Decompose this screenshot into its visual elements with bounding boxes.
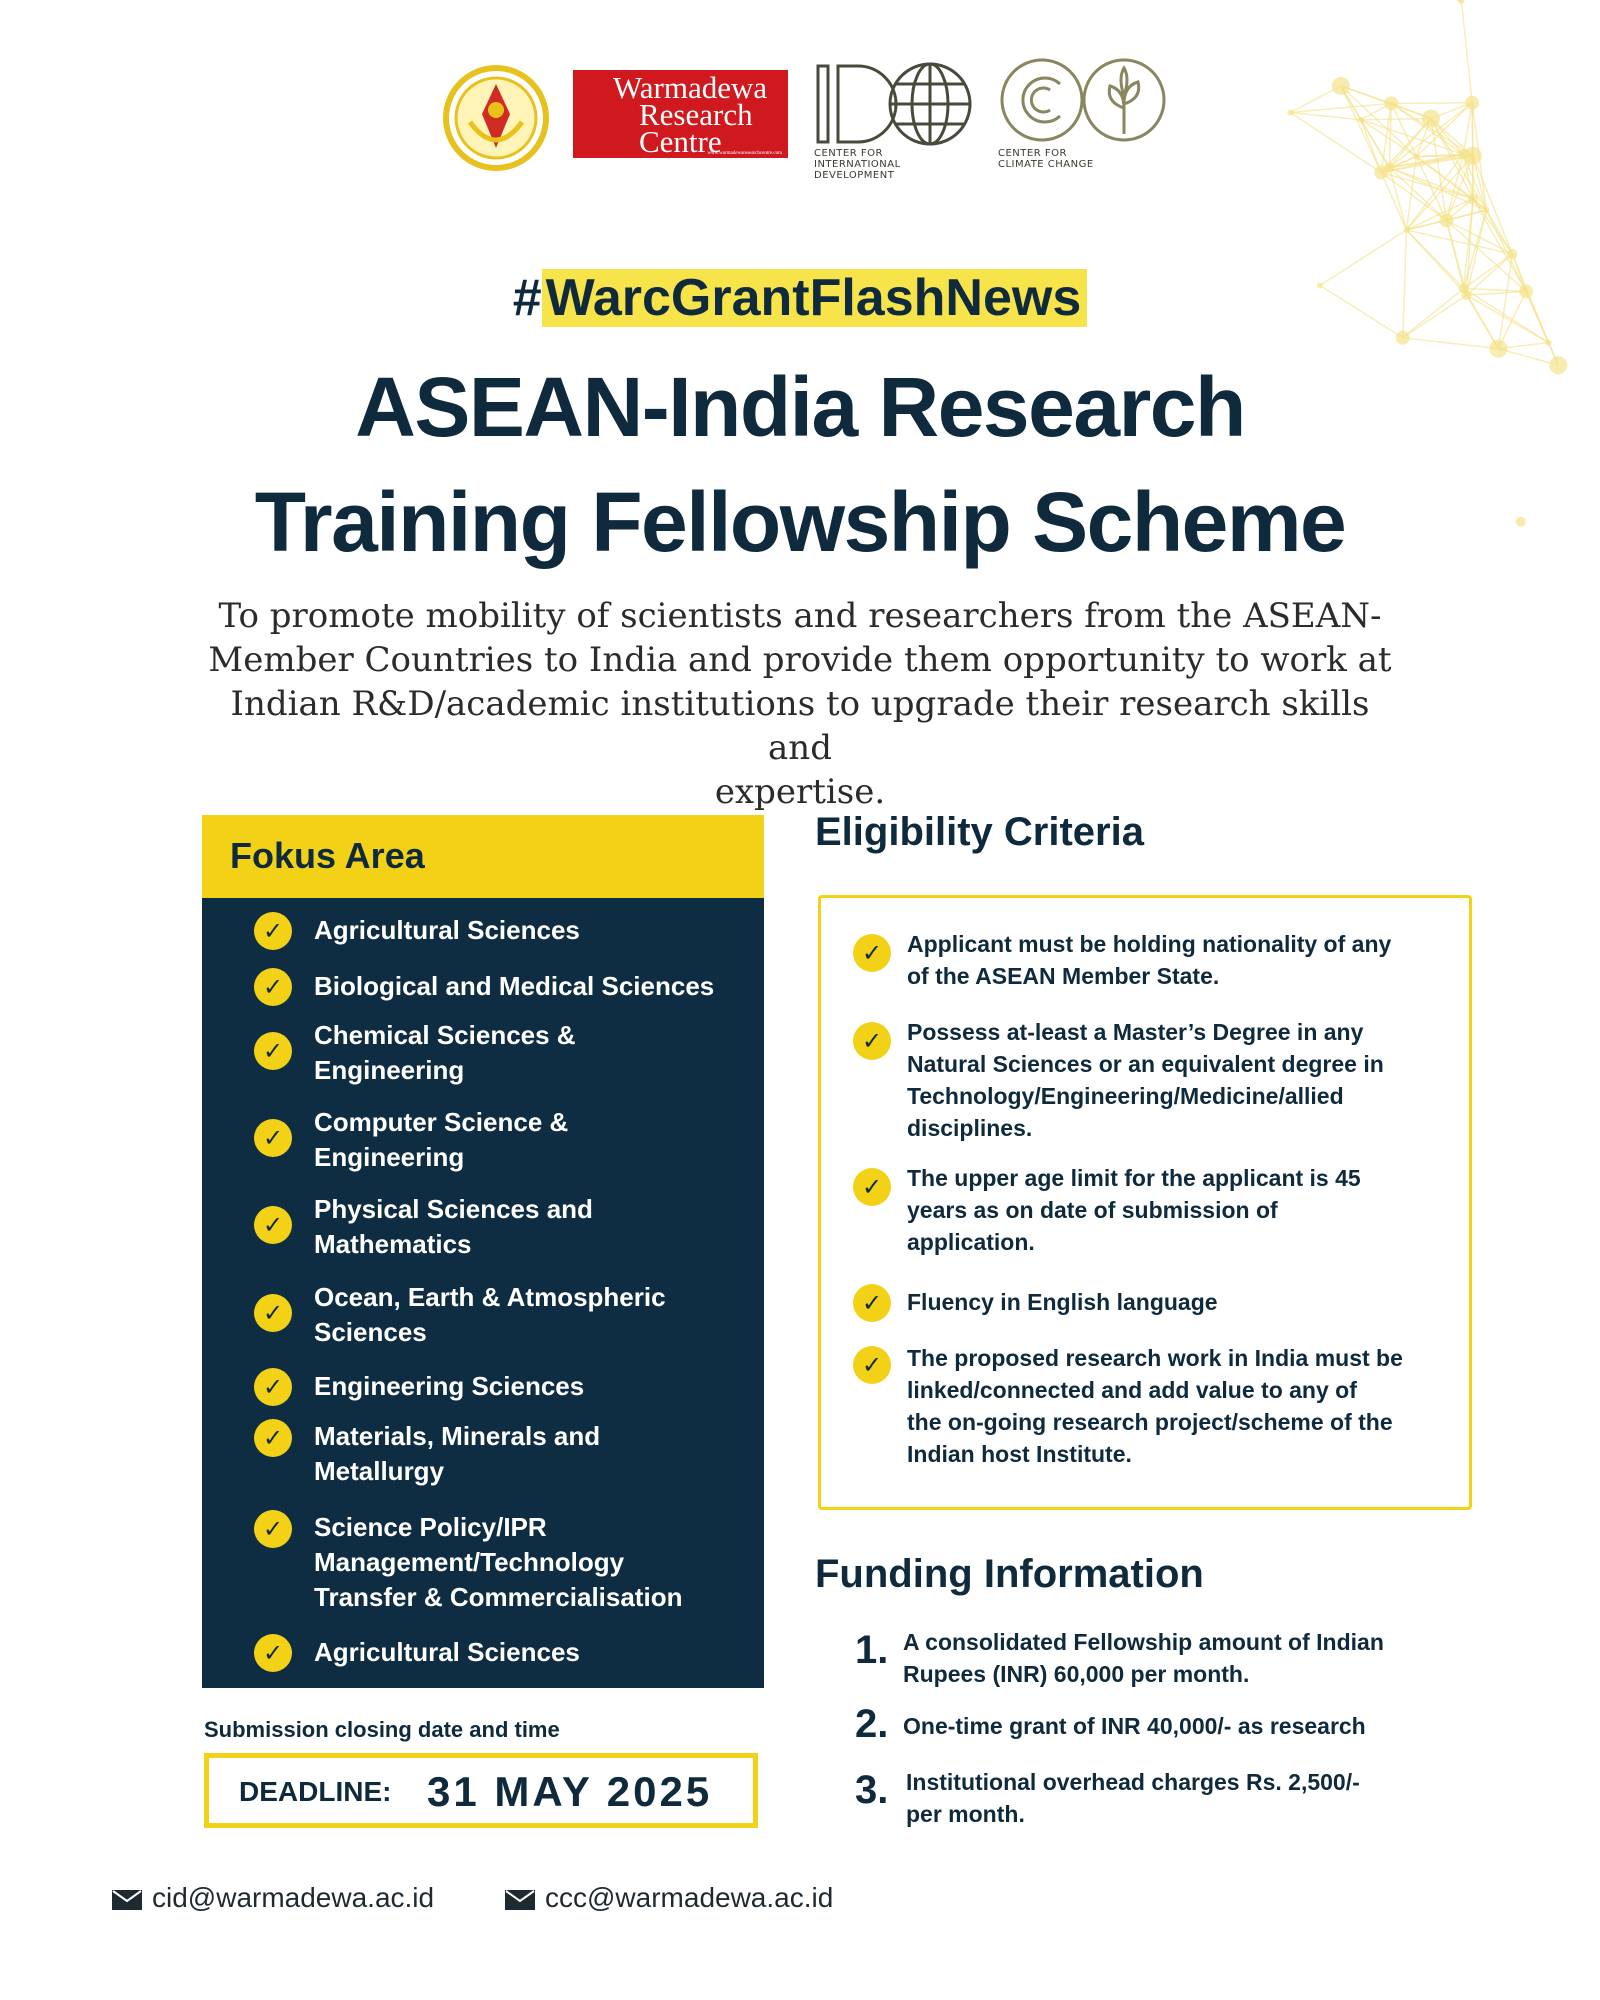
intro-line: To promote mobility of scientists and researchers from the ASEAN- — [218, 596, 1382, 636]
cid-logo — [812, 56, 980, 184]
funding-text: One-time grant of INR 40,000/- as research — [903, 1713, 1366, 1739]
focus-area-header — [202, 815, 764, 898]
focus-item-text: Chemical Sciences & — [314, 1020, 576, 1050]
check-icon: ✓ — [254, 1119, 292, 1157]
network-node — [1439, 213, 1453, 227]
network-node — [1384, 96, 1398, 110]
warmadewa-research-centre-logo — [573, 70, 788, 158]
network-node — [1413, 154, 1419, 160]
deadline-date: 31 MAY 2025 — [427, 1768, 713, 1815]
logo-caption-line: INTERNATIONAL — [814, 159, 901, 170]
intro-paragraph — [200, 594, 1400, 814]
focus-item-text: Transfer & Commercialisation — [314, 1582, 683, 1612]
network-line — [1389, 168, 1473, 199]
hashtag-heading — [0, 268, 1600, 328]
funding-text: Rupees (INR) 60,000 per month. — [903, 1661, 1250, 1687]
eligibility-text: disciplines. — [907, 1115, 1033, 1141]
hashtag-text: WarcGrantFlashNews — [542, 269, 1088, 327]
focus-item-text: Agricultural Sciences — [314, 915, 580, 945]
focus-item-text: Engineering — [314, 1142, 465, 1172]
focus-item-text: Engineering Sciences — [314, 1371, 585, 1401]
check-icon: ✓ — [254, 1634, 292, 1672]
eligibility-text: The upper age limit for the applicant is 45 — [907, 1165, 1361, 1191]
eligibility-text: Possess at-least a Master’s Degree in any — [907, 1019, 1364, 1045]
focus-item-text: Physical Sciences and — [314, 1194, 593, 1224]
network-node — [1458, 149, 1468, 159]
mail-icon — [112, 1890, 142, 1910]
focus-item-text: Biological and Medical Sciences — [314, 971, 715, 1001]
network-line — [1461, 0, 1498, 1]
eligibility-title: Eligibility Criteria — [815, 810, 1144, 854]
check-icon: ✓ — [853, 1346, 891, 1384]
intro-line: Member Countries to India and provide them opportunity to work at — [208, 640, 1392, 680]
network-line — [1341, 86, 1416, 157]
deadline-label: DEADLINE: — [239, 1776, 392, 1807]
funding-number: 2. — [855, 1702, 889, 1746]
network-node — [1422, 109, 1440, 127]
focus-item-text: Management/Technology — [314, 1547, 625, 1577]
check-icon: ✓ — [853, 1284, 891, 1322]
ccc-logo — [998, 56, 1168, 184]
page-title-line: ASEAN-India Research — [355, 360, 1245, 454]
network-line — [1431, 118, 1486, 210]
eligibility-box — [818, 895, 1472, 1510]
check-icon: ✓ — [254, 968, 292, 1006]
check-icon: ✓ — [254, 1294, 292, 1332]
focus-area-title: Fokus Area — [230, 835, 425, 876]
email-address[interactable]: cid@warmadewa.ac.id — [152, 1882, 435, 1913]
focus-item-text: Materials, Minerals and — [314, 1421, 601, 1451]
eligibility-text: The proposed research work in India must be — [907, 1345, 1403, 1371]
logo-caption-line: CENTER FOR — [998, 148, 1067, 159]
mail-icon — [505, 1890, 535, 1910]
eligibility-text: Natural Sciences or an equivalent degree in — [907, 1051, 1384, 1077]
network-node — [1396, 331, 1410, 345]
check-icon: ✓ — [254, 1419, 292, 1457]
funding-title: Funding Information — [815, 1552, 1204, 1596]
email-address[interactable]: ccc@warmadewa.ac.id — [545, 1882, 834, 1913]
network-line — [1371, 0, 1461, 1]
university-emblem-logo — [440, 62, 552, 174]
funding-text: Institutional overhead charges Rs. 2,500/- — [906, 1769, 1360, 1795]
logo-caption-line: CENTER FOR — [814, 148, 883, 159]
network-node — [1545, 340, 1551, 346]
intro-line: expertise. — [714, 772, 886, 812]
check-icon: ✓ — [853, 934, 891, 972]
network-node — [1332, 77, 1350, 95]
logo-caption-line: DEVELOPMENT — [814, 170, 895, 181]
network-line — [1406, 0, 1462, 1]
eligibility-text: the on-going research project/scheme of the — [907, 1409, 1393, 1435]
network-line — [1406, 198, 1473, 229]
logo-caption-line: CLIMATE CHANGE — [998, 159, 1094, 170]
check-icon: ✓ — [254, 1206, 292, 1244]
focus-item-text: Computer Science & — [314, 1107, 569, 1137]
intro-line: Indian R&D/academic institutions to upgrade their research skills and — [230, 684, 1370, 768]
funding-number: 1. — [855, 1628, 889, 1672]
network-line — [1461, 1, 1472, 103]
deadline-box — [204, 1753, 758, 1828]
logo-text-line: Warmadewa — [613, 70, 768, 105]
eligibility-text: Fluency in English language — [907, 1289, 1218, 1315]
focus-item-text: Metallurgy — [314, 1456, 445, 1486]
network-line — [1393, 0, 1462, 1]
check-icon: ✓ — [853, 1022, 891, 1060]
network-node — [1403, 227, 1409, 233]
network-node — [1358, 117, 1364, 123]
eligibility-text: Technology/Engineering/Medicine/allied — [907, 1083, 1344, 1109]
eligibility-text: linked/connected and add value to any of — [907, 1377, 1357, 1403]
focus-item-text: Sciences — [314, 1317, 427, 1347]
logo-text-line: Centre — [639, 124, 722, 159]
eligibility-text: Applicant must be holding nationality of any — [907, 931, 1392, 957]
eligibility-text: years as on date of submission of — [907, 1197, 1278, 1223]
check-icon: ✓ — [254, 912, 292, 950]
submission-label: Submission closing date and time — [204, 1717, 560, 1742]
logo-text-line: Research — [639, 97, 753, 132]
hash-symbol: # — [512, 269, 542, 327]
network-line — [1391, 103, 1472, 104]
network-node — [1465, 96, 1479, 110]
funding-number: 3. — [855, 1768, 889, 1812]
check-icon: ✓ — [254, 1510, 292, 1548]
logo-url: www.warmadewaresearchcentre.com — [707, 151, 782, 156]
network-node — [1287, 109, 1293, 115]
focus-area-list — [202, 898, 764, 1688]
check-icon: ✓ — [254, 1368, 292, 1406]
check-icon: ✓ — [254, 1032, 292, 1070]
eligibility-text: of the ASEAN Member State. — [907, 963, 1220, 989]
eligibility-text: application. — [907, 1229, 1035, 1255]
network-line — [1406, 230, 1512, 254]
network-node — [1458, 0, 1464, 4]
focus-item-text: Science Policy/IPR — [314, 1512, 547, 1542]
focus-item-text: Mathematics — [314, 1229, 472, 1259]
network-node — [1507, 249, 1517, 259]
focus-item-text: Ocean, Earth & Atmospheric — [314, 1282, 666, 1312]
network-node — [1483, 207, 1489, 213]
network-line — [1403, 338, 1499, 349]
focus-item-text: Agricultural Sciences — [314, 1637, 580, 1667]
eligibility-text: Indian host Institute. — [907, 1441, 1132, 1467]
funding-text: per month. — [906, 1801, 1025, 1827]
network-node — [1468, 193, 1478, 203]
network-line — [1361, 118, 1431, 119]
page-title-line: Training Fellowship Scheme — [254, 475, 1346, 569]
network-node — [1384, 163, 1394, 173]
check-icon: ✓ — [853, 1168, 891, 1206]
funding-text: A consolidated Fellowship amount of Indian — [903, 1629, 1384, 1655]
focus-item-text: Engineering — [314, 1055, 465, 1085]
